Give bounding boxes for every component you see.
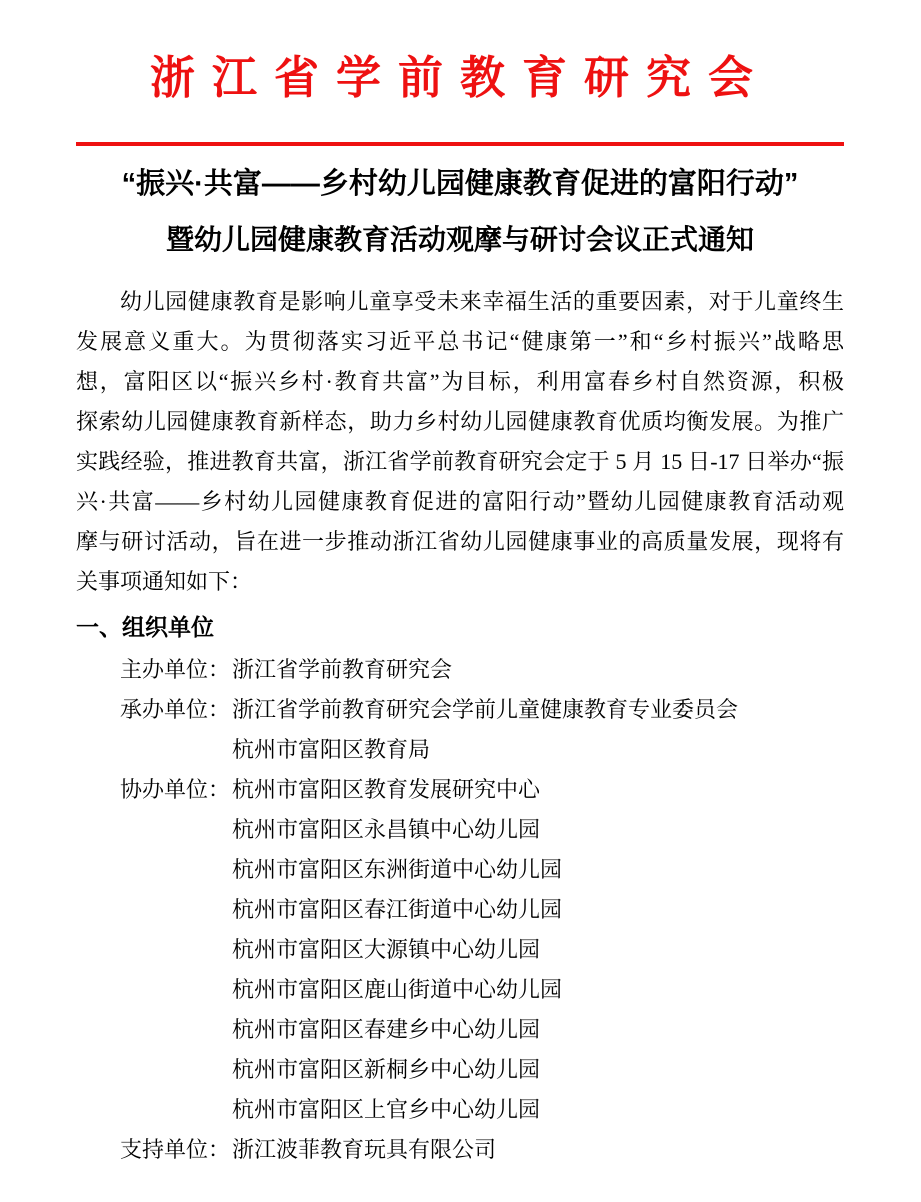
list-item	[76, 810, 844, 850]
list-item	[76, 1050, 844, 1090]
org-name-value: 杭州市富阳区鹿山街道中心幼儿园	[232, 977, 563, 1003]
list-item	[76, 770, 844, 810]
document-title-line1: “振兴·共富——乡村幼儿园健康教育促进的富阳行动”	[121, 168, 799, 201]
organizing-units-list	[76, 650, 844, 1170]
letterhead-org-name: 浙江省学前教育研究会	[149, 53, 770, 103]
org-name-value: 杭州市富阳区教育发展研究中心	[232, 777, 541, 803]
org-name-value: 浙江波菲教育玩具有限公司	[232, 1137, 497, 1163]
org-name-value: 杭州市富阳区春建乡中心幼儿园	[232, 1017, 541, 1043]
org-name-value: 浙江省学前教育研究会学前儿童健康教育专业委员会	[232, 697, 739, 723]
paragraph-line: 想，富阳区以“振兴乡村·教育共富”为目标，利用富春乡村自然资源，积极	[76, 369, 844, 395]
list-item	[76, 730, 844, 770]
paragraph-line: 探索幼儿园健康教育新样态，助力乡村幼儿园健康教育优质均衡发展。为推广	[76, 409, 844, 435]
paragraph-line: 发展意义重大。为贯彻落实习近平总书记“健康第一”和“乡村振兴”战略思	[76, 329, 844, 355]
org-name-value: 浙江省学前教育研究会	[232, 657, 453, 683]
org-role-label: 主办单位：	[120, 657, 231, 683]
org-name-value: 杭州市富阳区东洲街道中心幼儿园	[232, 857, 563, 883]
list-item	[76, 690, 844, 730]
letterhead-divider-rule	[76, 142, 844, 146]
org-name-value: 杭州市富阳区上官乡中心幼儿园	[232, 1097, 541, 1123]
paragraph-line: 关事项通知如下：	[76, 569, 253, 595]
paragraph-line: 兴·共富——乡村幼儿园健康教育促进的富阳行动”暨幼儿园健康教育活动观	[76, 489, 844, 515]
list-item	[76, 970, 844, 1010]
document-title-line2: 暨幼儿园健康教育活动观摩与研讨会议正式通知	[165, 224, 754, 256]
section-heading-organizing-units: 一、组织单位	[76, 614, 214, 641]
intro-paragraph	[76, 282, 844, 602]
org-name-value: 杭州市富阳区大源镇中心幼儿园	[232, 937, 541, 963]
org-name-value: 杭州市富阳区春江街道中心幼儿园	[232, 897, 563, 923]
org-role-label: 协办单位：	[120, 777, 231, 803]
list-item	[76, 1130, 844, 1170]
org-name-value: 杭州市富阳区教育局	[232, 737, 431, 763]
org-name-value: 杭州市富阳区永昌镇中心幼儿园	[232, 817, 541, 843]
paragraph-line: 实践经验，推进教育共富，浙江省学前教育研究会定于 5 月 15 日-17 日举办“振	[76, 449, 844, 475]
list-item	[76, 1010, 844, 1050]
org-name-value: 杭州市富阳区新桐乡中心幼儿园	[232, 1057, 541, 1083]
list-item	[76, 850, 844, 890]
paragraph-line: 摩与研讨活动，旨在进一步推动浙江省幼儿园健康事业的高质量发展，现将有	[76, 529, 844, 555]
list-item	[76, 890, 844, 930]
paragraph-line: 幼儿园健康教育是影响儿童享受未来幸福生活的重要因素，对于儿童终生	[120, 289, 844, 315]
list-item	[76, 930, 844, 970]
org-role-label: 支持单位：	[120, 1137, 231, 1163]
list-item	[76, 1090, 844, 1130]
org-role-label: 承办单位：	[120, 697, 231, 723]
list-item	[76, 650, 844, 690]
